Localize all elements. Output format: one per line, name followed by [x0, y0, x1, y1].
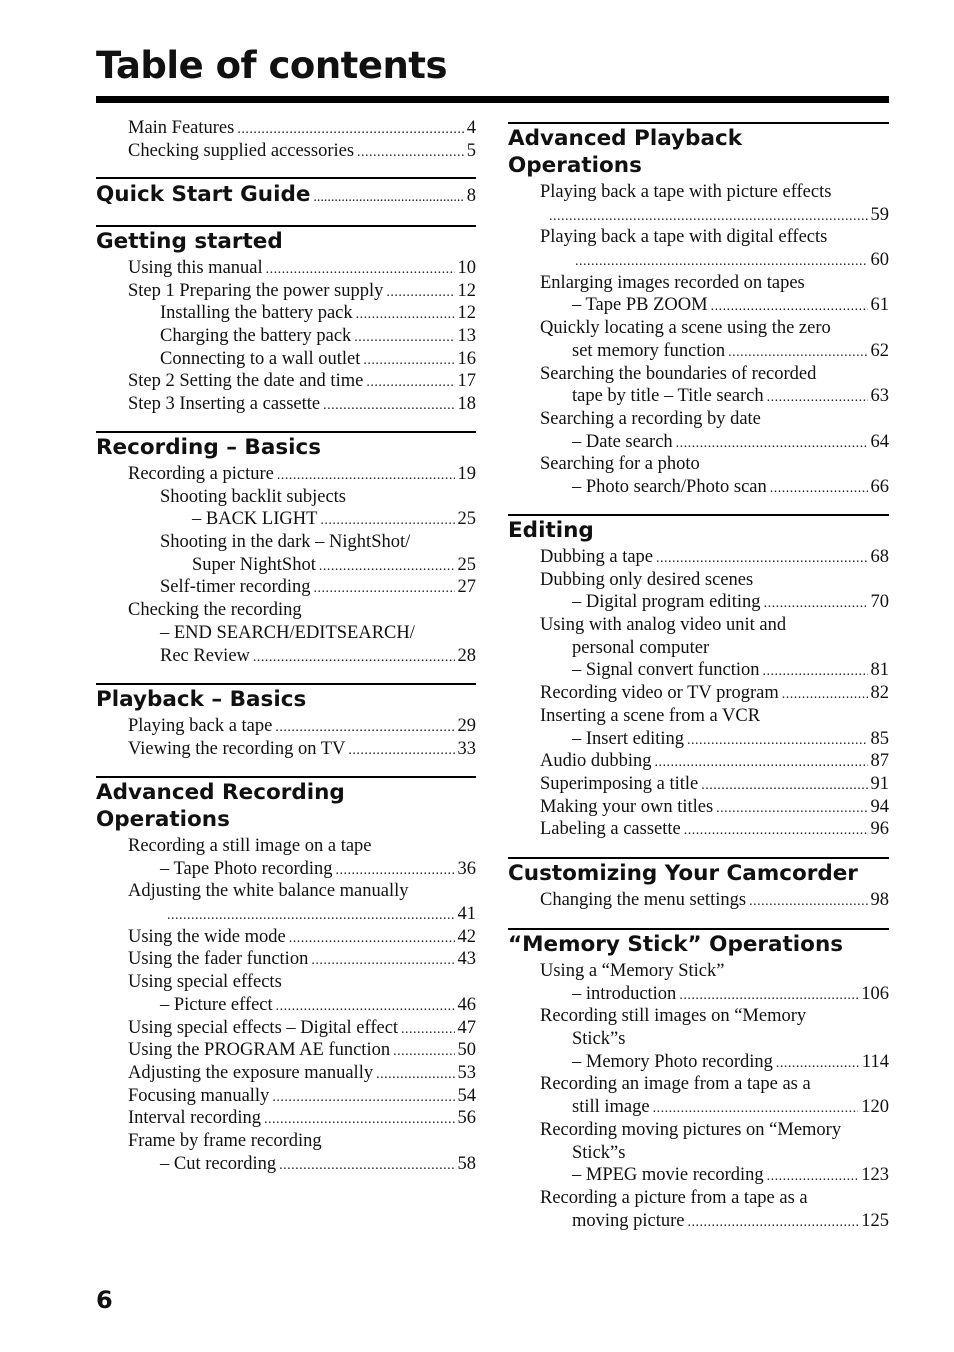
toc-entry[interactable]: Quick Start Guide ..... 8: [96, 179, 476, 210]
toc-entry[interactable]: Recording a still image on a tape: [128, 836, 372, 856]
toc-entry[interactable]: Installing the battery pack ..... 12: [96, 302, 476, 325]
toc-entry[interactable]: Adjusting the exposure manually ..... 53: [96, 1062, 476, 1085]
page-number: 6: [96, 1286, 113, 1314]
section-rule: [508, 928, 889, 930]
toc-entry[interactable]: Using the fader function ..... 43: [96, 948, 476, 971]
toc-entry[interactable]: Using a “Memory Stick”: [540, 961, 725, 981]
section-rule: [508, 857, 889, 859]
toc-entry[interactable]: Stick”s: [572, 1142, 626, 1163]
section-rule: [508, 122, 889, 124]
section-title: Customizing Your Camcorder: [508, 861, 858, 886]
toc-entry[interactable]: – Date search ..... 64: [508, 431, 889, 454]
toc-entry[interactable]: – Memory Photo recording ..... 114: [508, 1051, 889, 1074]
customizing-section: [508, 857, 889, 912]
toc-entry[interactable]: Quickly locating a scene using the zero: [540, 318, 831, 339]
quick-start-section: [96, 177, 476, 210]
toc-entry[interactable]: Main Features ..... 4: [96, 117, 476, 140]
section-rule: [96, 776, 476, 778]
section-title: “Memory Stick” Operations: [508, 932, 844, 957]
toc-entry[interactable]: – Tape Photo recording ..... 36: [96, 858, 476, 881]
section-rule: [96, 431, 476, 433]
toc-entry[interactable]: Using the wide mode ..... 42: [96, 926, 476, 949]
toc-entry[interactable]: ..... 59: [508, 204, 889, 227]
toc-entry[interactable]: Viewing the recording on TV ..... 33: [96, 738, 476, 761]
toc-entry[interactable]: Playing back a tape with picture effects: [540, 182, 832, 202]
toc-entry[interactable]: – Photo search/Photo scan ..... 66: [508, 476, 889, 499]
toc-entry[interactable]: Enlarging images recorded on tapes: [540, 272, 805, 293]
toc-entry[interactable]: – Signal convert function ..... 81: [508, 659, 889, 682]
toc-entry[interactable]: personal computer: [572, 637, 710, 658]
toc-entry[interactable]: Making your own titles ..... 94: [508, 796, 889, 819]
toc-entry[interactable]: Rec Review ..... 28: [96, 645, 476, 668]
toc-entry[interactable]: Interval recording ..... 56: [96, 1107, 476, 1130]
toc-entry[interactable]: Searching the boundaries of recorded: [540, 363, 817, 384]
section-rule: [96, 683, 476, 685]
toc-entry[interactable]: Self-timer recording ..... 27: [96, 576, 476, 599]
section-title: Advanced Playback: [508, 126, 742, 151]
toc-entry[interactable]: Shooting backlit subjects: [160, 486, 347, 507]
toc-entry[interactable]: Playing back a tape ..... 29: [96, 715, 476, 738]
toc-entry[interactable]: Recording a picture ..... 19: [96, 463, 476, 486]
toc-entry[interactable]: Recording a picture from a tape as a: [540, 1187, 808, 1208]
toc-entry[interactable]: tape by title – Title search ..... 63: [508, 385, 889, 408]
toc-entry[interactable]: Checking supplied accessories ..... 5: [96, 140, 476, 163]
toc-entry[interactable]: ..... 60: [508, 249, 889, 272]
toc-entry[interactable]: set memory function ..... 62: [508, 340, 889, 363]
toc-entry[interactable]: Searching a recording by date: [540, 408, 761, 429]
toc-entry[interactable]: Dubbing only desired scenes: [540, 569, 754, 590]
toc-entry[interactable]: Connecting to a wall outlet ..... 16: [96, 348, 476, 371]
advanced-playback-section: [508, 122, 889, 499]
toc-entry[interactable]: Using special effects: [128, 972, 282, 993]
toc-entry[interactable]: moving picture ..... 125: [508, 1210, 889, 1233]
toc-entry[interactable]: – Cut recording ..... 58: [96, 1153, 476, 1176]
toc-entry[interactable]: Frame by frame recording: [128, 1130, 322, 1151]
playback-basics-section: [96, 683, 476, 760]
toc-entry[interactable]: Checking the recording: [128, 600, 302, 621]
toc-entry[interactable]: Super NightShot ..... 25: [96, 554, 476, 577]
recording-basics-section: [96, 431, 476, 667]
toc-entry[interactable]: Adjusting the white balance manually: [128, 881, 409, 902]
getting-started-section: [96, 225, 476, 416]
toc-entry[interactable]: Step 1 Preparing the power supply ..... 12: [96, 280, 476, 303]
toc-entry[interactable]: – Digital program editing ..... 70: [508, 591, 889, 614]
toc-entry[interactable]: still image ..... 120: [508, 1096, 889, 1119]
toc-entry[interactable]: Using with analog video unit and: [540, 615, 787, 636]
section-title: Quick Start Guide: [96, 182, 311, 207]
toc-entry[interactable]: Searching for a photo: [540, 454, 700, 475]
toc-entry[interactable]: Step 2 Setting the date and time ..... 17: [96, 370, 476, 393]
section-rule: [508, 514, 889, 516]
section-title: Recording – Basics: [96, 435, 322, 460]
section-title: Advanced Recording: [96, 780, 345, 805]
title-rule: [96, 96, 889, 103]
toc-entry[interactable]: Playing back a tape with digital effects: [540, 227, 828, 248]
toc-entry[interactable]: – MPEG movie recording ..... 123: [508, 1164, 889, 1187]
section-title: Playback – Basics: [96, 687, 307, 712]
section-title-cont: Operations: [96, 807, 230, 832]
toc-entry[interactable]: Labeling a cassette ..... 96: [508, 818, 889, 841]
toc-entry[interactable]: Stick”s: [572, 1029, 626, 1050]
toc-entry[interactable]: – Tape PB ZOOM ..... 61: [508, 294, 889, 317]
toc-entry[interactable]: ..... 41: [96, 903, 476, 926]
toc-entry[interactable]: Focusing manually ..... 54: [96, 1085, 476, 1108]
advanced-recording-section: [96, 776, 476, 1175]
toc-entry[interactable]: Recording still images on “Memory: [540, 1006, 807, 1027]
toc-entry[interactable]: Audio dubbing ..... 87: [508, 750, 889, 773]
toc-entry[interactable]: Using the PROGRAM AE function ..... 50: [96, 1039, 476, 1062]
toc-entry[interactable]: Dubbing a tape ..... 68: [508, 546, 889, 569]
intro-section: [96, 117, 476, 162]
toc-entry[interactable]: Superimposing a title ..... 91: [508, 773, 889, 796]
toc-entry[interactable]: Shooting in the dark – NightShot/: [160, 532, 411, 553]
toc-entry[interactable]: Charging the battery pack ..... 13: [96, 325, 476, 348]
section-title-cont: Operations: [508, 153, 642, 178]
toc-entry[interactable]: Recording moving pictures on “Memory: [540, 1119, 842, 1140]
toc-entry[interactable]: Recording an image from a tape as a: [540, 1074, 811, 1095]
toc-entry[interactable]: – END SEARCH/EDITSEARCH/: [160, 622, 415, 643]
toc-entry[interactable]: Step 3 Inserting a cassette ..... 18: [96, 393, 476, 416]
toc-entry[interactable]: Inserting a scene from a VCR: [540, 705, 761, 726]
toc-entry[interactable]: – Insert editing ..... 85: [508, 728, 889, 751]
section-title: Editing: [508, 518, 594, 543]
toc-entry[interactable]: Changing the menu settings ..... 98: [508, 889, 889, 912]
section-title: Getting started: [96, 229, 283, 254]
toc-entry[interactable]: – BACK LIGHT ..... 25: [96, 508, 476, 531]
toc-entry[interactable]: – Picture effect ..... 46: [96, 994, 476, 1017]
toc-entry[interactable]: Using this manual ..... 10: [96, 257, 476, 280]
memory-stick-section: [508, 928, 889, 1232]
section-rule: [96, 225, 476, 227]
toc-entry[interactable]: Recording video or TV program ..... 82: [508, 682, 889, 705]
editing-section: [508, 514, 889, 841]
toc-entry[interactable]: Using special effects – Digital effect ..... 47: [96, 1017, 476, 1040]
toc-entry[interactable]: – introduction ..... 106: [508, 983, 889, 1006]
page-title: Table of contents: [96, 44, 448, 87]
